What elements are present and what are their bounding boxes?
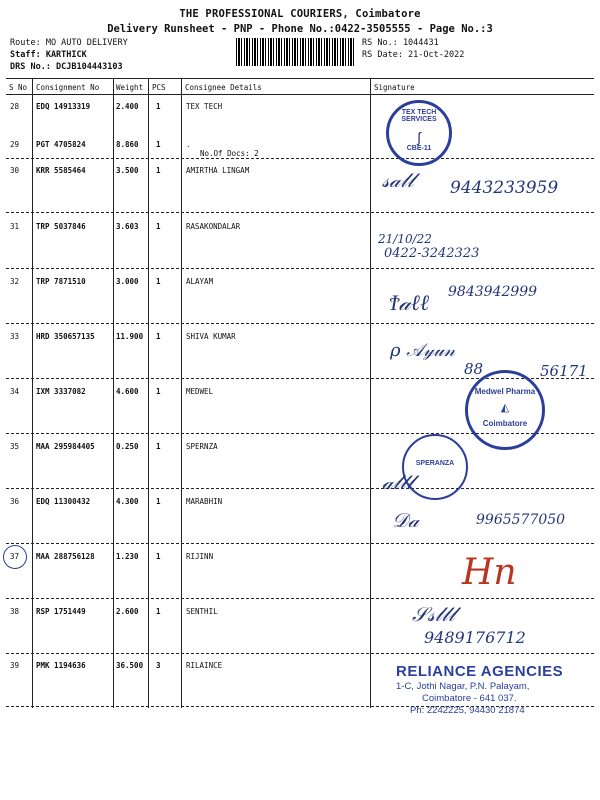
stamp-text: SPERANZA	[415, 460, 455, 467]
row-consignee: AMIRTHA LINGAM	[186, 166, 250, 175]
stamp-text: TEX TECH SERVICES	[401, 109, 437, 123]
row-pcs: 1	[156, 140, 161, 149]
row-sno: 30	[10, 166, 20, 175]
row-consignee: SPERNZA	[186, 442, 218, 451]
row-consignment: HRD 350657135	[36, 332, 95, 341]
row-pcs: 1	[156, 222, 161, 231]
row-pcs: 1	[156, 607, 161, 616]
row-weight: 8.860	[116, 140, 139, 149]
row-weight: 1.230	[116, 552, 139, 561]
signature-32: Ϯ𝒶ℓℓ	[390, 291, 430, 316]
row-consignment: MAA 295984405	[36, 442, 95, 451]
row-weight: 2.400	[116, 102, 139, 111]
row-consignee: ALAYAM	[186, 277, 214, 286]
row-consignee: RASAKONDALAR	[186, 222, 241, 231]
col-header-weight: Weight	[116, 83, 144, 92]
document-subtitle: Delivery Runsheet - PNP - Phone No.:0422-3505555 - Page No.:3	[107, 23, 493, 35]
row-separator	[6, 158, 594, 159]
signature-35: 𝒶𝓁𝓁𝓁	[382, 470, 413, 494]
row-separator	[6, 653, 594, 654]
signature-36-phone: 9965577050	[476, 512, 566, 528]
row-consignment: PGT 4705824	[36, 140, 86, 149]
row-weight: 36.500	[116, 661, 144, 670]
reliance-phone: Ph: 2242225, 94430 21874	[410, 705, 525, 716]
col-header-sno: S No	[9, 83, 28, 92]
stamp-city: Coimbatore	[482, 419, 528, 428]
barcode	[236, 38, 356, 66]
row-sno: 31	[10, 222, 20, 231]
reliance-agencies-stamp	[396, 663, 596, 716]
row-docs-count: No.Of Docs: 2	[200, 149, 259, 158]
row-pcs: 1	[156, 332, 161, 341]
row-sno: 37	[10, 552, 20, 561]
row-pcs: 3	[156, 661, 161, 670]
row-sno: 34	[10, 387, 20, 396]
row-consignee: SHIVA KUMAR	[186, 332, 236, 341]
row-separator	[6, 543, 594, 544]
row-pcs: 1	[156, 442, 161, 451]
row-weight: 11.900	[116, 332, 144, 341]
column-divider	[370, 78, 371, 708]
route-label: Route: MO AUTO DELIVERY	[10, 38, 128, 48]
row-consignment: MAA 288756128	[36, 552, 95, 561]
col-header-pcs: PCS	[152, 83, 166, 92]
signature-33-phone-b: 56171	[540, 362, 588, 380]
row-weight: 4.300	[116, 497, 139, 506]
reliance-address-1: 1-C, Jothi Nagar, P.N. Palayam,	[396, 681, 530, 692]
row-separator	[6, 598, 594, 599]
rs-date: RS Date: 21-Oct-2022	[362, 50, 465, 60]
signature-38-phone: 9489176712	[424, 628, 526, 647]
row-sno: 29	[10, 140, 20, 149]
row-sno: 32	[10, 277, 20, 286]
column-divider	[32, 78, 33, 708]
row-consignment: PMK 1194636	[36, 661, 86, 670]
row-consignment: RSP 1751449	[36, 607, 86, 616]
reliance-address-2: Coimbatore - 641 037.	[422, 693, 517, 704]
row-sno: 38	[10, 607, 20, 616]
column-divider	[113, 78, 114, 708]
row-sno: 33	[10, 332, 20, 341]
signature-30-phone: 9443233959	[450, 178, 559, 198]
column-divider	[148, 78, 149, 708]
row-pcs: 1	[156, 277, 161, 286]
signature-37: Hn	[462, 552, 517, 593]
row-pcs: 1	[156, 552, 161, 561]
row-sno: 39	[10, 661, 20, 670]
row-weight: 3.500	[116, 166, 139, 175]
col-header-consignee: Consignee Details	[185, 83, 262, 92]
row-separator	[6, 212, 594, 213]
signature-36: 𝒟𝒶	[392, 508, 419, 532]
signature-30: 𝓈𝒶𝓁𝓁	[382, 168, 414, 192]
signature-33: ρ 𝒜𝓎𝓊𝓃	[390, 340, 456, 361]
row-consignee: RILAINCE	[186, 661, 223, 670]
row-sno: 36	[10, 497, 20, 506]
row-consignment: IXM 3337082	[36, 387, 86, 396]
row-consignment: EDQ 14913319	[36, 102, 91, 111]
row-consignee: MEDWEL	[186, 387, 214, 396]
row-sno: 28	[10, 102, 20, 111]
row-pcs: 1	[156, 497, 161, 506]
row-consignment: EDQ 11300432	[36, 497, 91, 506]
tex-tech-stamp: TEX TECH SERVICES ʃ CBE-11	[386, 100, 452, 166]
table-top-rule	[6, 78, 594, 79]
row-consignee: RIJINN	[186, 552, 214, 561]
row-consignee: MARABHIN	[186, 497, 223, 506]
row-consignee: SENTHIL	[186, 607, 218, 616]
row-consignee: .	[186, 140, 191, 149]
row-weight: 2.600	[116, 607, 139, 616]
signature-38: 𝒮𝓈𝓁𝓁𝓁	[412, 602, 455, 626]
row-weight: 3.603	[116, 222, 139, 231]
stamp-text: Medwel Pharma	[474, 387, 536, 396]
row-weight: 4.600	[116, 387, 139, 396]
drs-number: DRS No.: DCJB104443103	[10, 62, 123, 72]
signature-31-phone: 0422-3242323	[384, 246, 480, 261]
row-weight: 3.000	[116, 277, 139, 286]
column-divider	[181, 78, 182, 708]
row-separator	[6, 268, 594, 269]
medwel-stamp: Medwel Pharma ◭ Coimbatore	[465, 370, 545, 450]
rs-number: RS No.: 1044431	[362, 38, 439, 48]
row-pcs: 1	[156, 102, 161, 111]
col-header-consignment: Consignment No	[36, 83, 100, 92]
signature-33-phone-a: 88	[464, 360, 484, 378]
row-separator	[6, 488, 594, 489]
row-sno: 35	[10, 442, 20, 451]
row-consignment: TRP 7871510	[36, 277, 86, 286]
signature-32-phone: 9843942999	[448, 284, 538, 300]
row-weight: 0.250	[116, 442, 139, 451]
table-header-rule	[6, 94, 594, 95]
stamp-city: CBE-11	[406, 145, 432, 152]
staff-label: Staff: KARTHICK	[10, 50, 87, 60]
row-consignment: TRP 5037846	[36, 222, 86, 231]
row-pcs: 1	[156, 166, 161, 175]
col-header-signature: Signature	[374, 83, 415, 92]
reliance-name: RELIANCE AGENCIES	[396, 663, 564, 680]
row-consignment: KRR 5585464	[36, 166, 86, 175]
row-consignee: TEX TECH	[186, 102, 223, 111]
row-37-circle-mark	[3, 545, 27, 569]
row-pcs: 1	[156, 387, 161, 396]
document-title: THE PROFESSIONAL COURIERS, Coimbatore	[179, 8, 421, 20]
signature-31-date: 21/10/22	[378, 232, 432, 246]
row-separator	[6, 323, 594, 324]
